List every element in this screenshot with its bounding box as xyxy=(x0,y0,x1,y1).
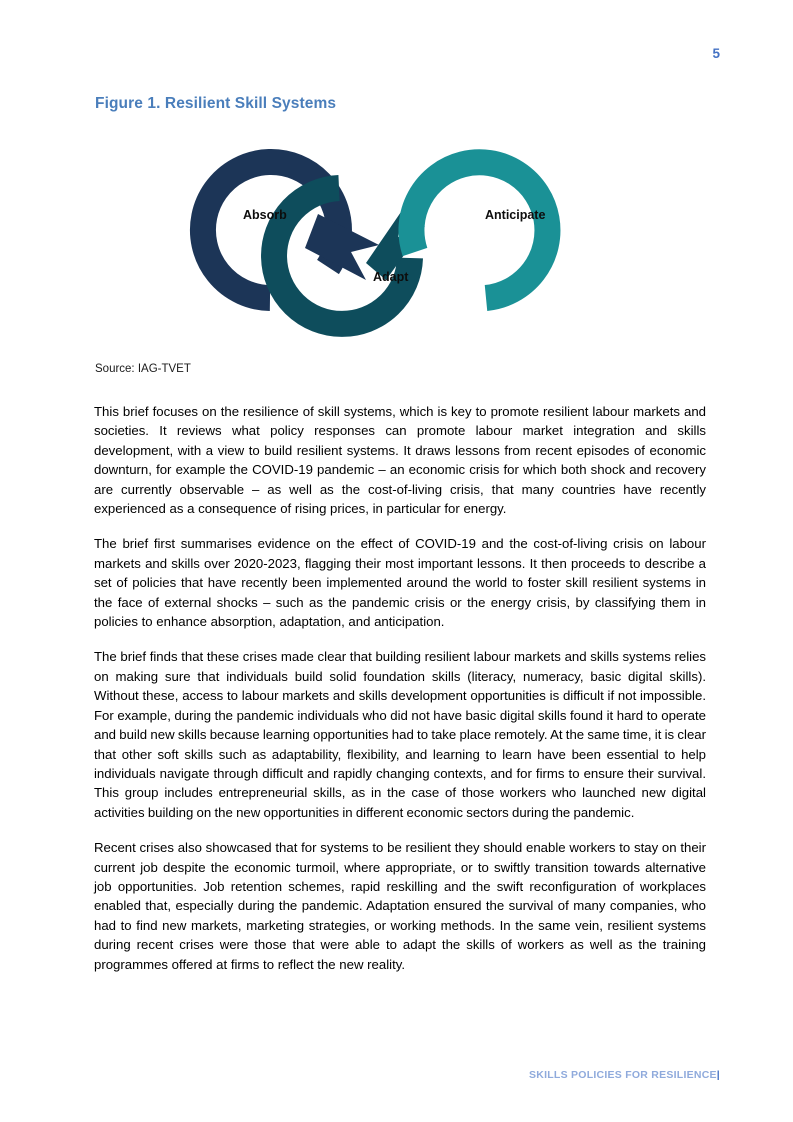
diagram-label-anticipate: Anticipate xyxy=(485,208,546,222)
anticipate-arc xyxy=(411,162,547,298)
resilient-skill-systems-diagram xyxy=(170,130,610,358)
anticipate-arrow-icon xyxy=(411,162,547,298)
paragraph: This brief focuses on the resilience of skill systems, which is key to promote resilient labour markets and societies. It reviews what policy responses can promote labour market integration and skills development, with a view to build resilient systems. It draws lessons from recent episodes of economic downturn, for example the COVID-19 pandemic – an economic crisis for which both shock and recovery are currently observable – as well as the cost-of-living crisis, that many countries have recently experienced as a consequence of rising prices, in particular for energy. xyxy=(94,404,706,517)
paragraph: Recent crises also showcased that for systems to be resilient they should enable workers to stay on their current job despite the economic turmoil, where appropriate, or to swiftly transition towards alternative job opportunities. Job retention schemes, rapid reskilling and the swift reconfiguration of workplaces enabled that, especially during the pandemic. Adaptation ensured the survival of many companies, who had to find new markets, marketing strategies, or working methods. In the same vein, resilient systems during recent crises were those that were able to adapt the skills of workers as well as the training programmes offered at firms to reflect the new reality. xyxy=(94,840,706,972)
figure-source: Source: IAG-TVET xyxy=(95,363,191,375)
figure-title: Figure 1. Resilient Skill Systems xyxy=(95,95,337,112)
page-footer xyxy=(0,1069,720,1081)
footer-title: SKILLS POLICIES FOR RESILIENCE xyxy=(529,1069,717,1081)
footer-divider-bar: | xyxy=(716,1069,720,1081)
paragraph: The brief first summarises evidence on the effect of COVID-19 and the cost-of-living crisis on labour markets and skills over 2020-2023, flagging their most important lessons. It then proceeds to describe a set of policies that have recently been implemented around the world to foster skill resilient systems in the face of external shocks – such as the pandemic crisis or the energy crisis, by classifying them in policies to enhance absorption, adaptation, and anticipation. xyxy=(94,536,706,630)
diagram-label-absorb: Absorb xyxy=(243,208,287,222)
figure-diagram xyxy=(95,130,705,358)
diagram-label-adapt: Adapt xyxy=(373,270,409,284)
page-number: 5 xyxy=(712,46,720,61)
body-text xyxy=(94,402,706,974)
paragraph: The brief finds that these crises made clear that building resilient labour markets and skills systems relies on making sure that individuals build solid foundation skills (literacy, numeracy, basic digital skills). Without these, access to labour markets and skills development opportunities is difficult if not impossible. For example, during the pandemic individuals who did not have basic digital skills found it hard to operate and build new skills because learning opportunities had to take place remotely. At the same time, it is clear that other soft skills such as adaptability, flexibility, and learning to learn have been essential to help individuals navigate through difficult and rapidly changing contexts, and for firms to ensure their survival. This group includes entrepreneurial skills, as in the case of those workers who launched new digital activities building on the new opportunities in different economic sectors during the pandemic. xyxy=(94,649,706,820)
